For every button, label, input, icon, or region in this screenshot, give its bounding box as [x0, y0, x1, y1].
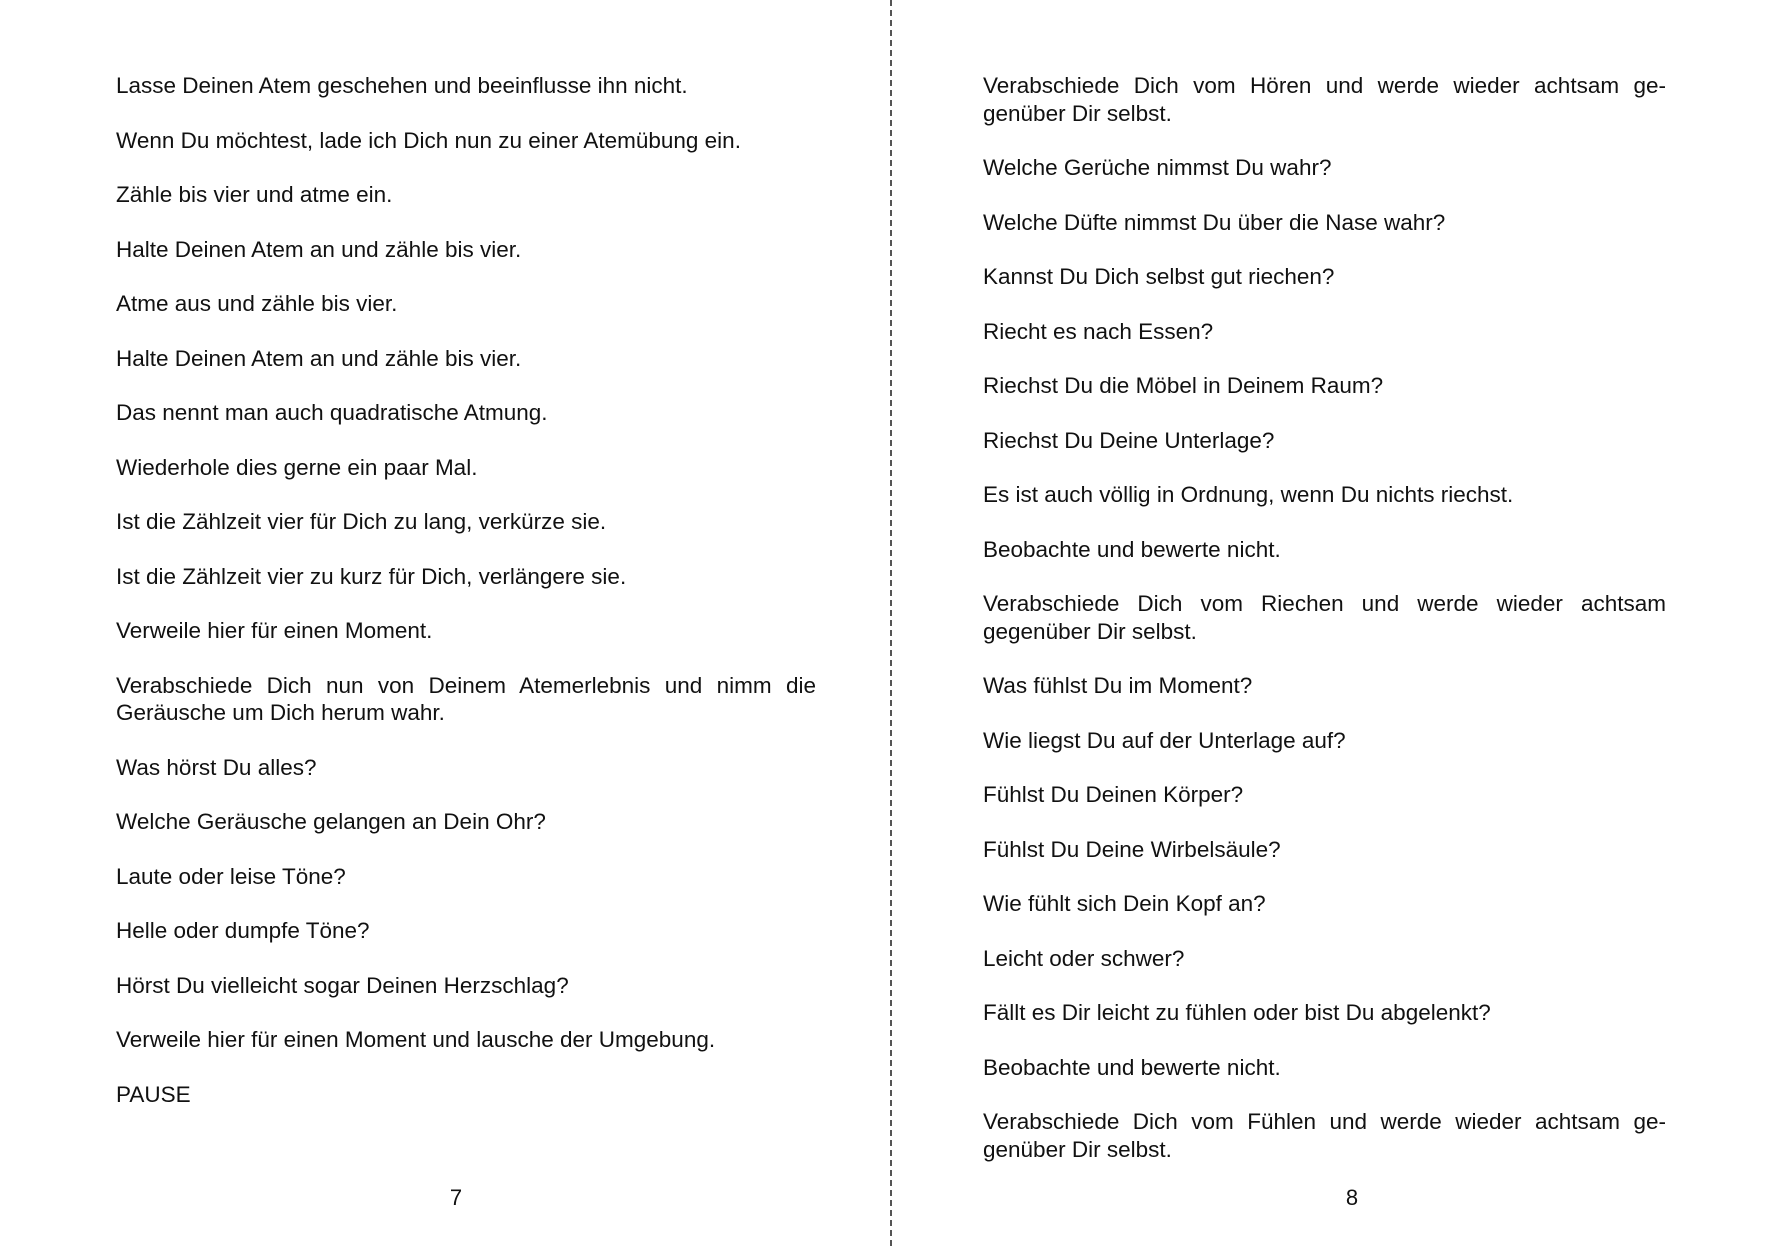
right-paragraph: Riechst Du die Möbel in Deinem Raum? — [983, 373, 1384, 398]
left-paragraph: Ist die Zählzeit vier zu kurz für Dich, verlängere sie. — [116, 563, 627, 589]
left-paragraph: Welche Geräusche gelangen an Dein Ohr? — [116, 809, 546, 834]
right-paragraph: Kannst Du Dich selbst gut riechen? — [983, 264, 1335, 289]
left-paragraph: Wiederhole dies gerne ein paar Mal. — [116, 454, 478, 480]
right-paragraph: Riecht es nach Essen? — [983, 318, 1214, 344]
right-paragraph: Fühlst Du Deinen Körper? — [983, 782, 1244, 807]
left-paragraph: Helle oder dumpfe Töne? — [116, 918, 370, 943]
left-paragraph: Verweile hier für einen Moment und lausche der Umgebung. — [116, 1027, 716, 1052]
left-paragraph: Hörst Du vielleicht sogar Deinen Herzschlag? — [116, 972, 569, 998]
right-paragraph: Leicht oder schwer? — [983, 945, 1185, 971]
right-paragraph: Beobachte und bewerte nicht. — [983, 1054, 1281, 1080]
left-paragraph: Verabschiede Dich nun von Deinem Atemerlebnis und nimm die Geräusche um Dich herum wahr. — [116, 672, 816, 725]
left-paragraph: Verweile hier für einen Moment. — [116, 618, 433, 643]
right-paragraph: Verabschiede Dich vom Riechen und werde wieder achtsam gegenüber Dir selbst. — [983, 591, 1666, 644]
left-paragraph: Atme aus und zähle bis vier. — [116, 291, 398, 316]
right-page-text — [983, 72, 1666, 1163]
left-paragraph: Wenn Du möchtest, lade ich Dich nun zu einer Atemübung ein. — [116, 127, 741, 153]
left-paragraph: Laute oder leise Töne? — [116, 863, 346, 889]
left-paragraph: Das nennt man auch quadratische Atmung. — [116, 400, 548, 425]
right-paragraph: Beobachte und bewerte nicht. — [983, 536, 1281, 562]
left-paragraph: Was hörst Du alles? — [116, 754, 317, 780]
left-page-text — [116, 72, 816, 1108]
right-paragraph: Welche Gerüche nimmst Du wahr? — [983, 155, 1332, 180]
left-paragraph: Halte Deinen Atem an und zähle bis vier. — [116, 236, 522, 262]
right-paragraph: Es ist auch völlig in Ordnung, wenn Du nichts riechst. — [983, 482, 1514, 507]
right-paragraph: Wie liegst Du auf der Unterlage auf? — [983, 727, 1346, 753]
page-number: 8 — [1345, 1185, 1359, 1210]
left-paragraph: PAUSE — [116, 1081, 191, 1107]
right-paragraph: Welche Düfte nimmst Du über die Nase wahr? — [983, 209, 1446, 235]
right-paragraph: Was fühlst Du im Moment? — [983, 673, 1253, 698]
left-paragraph: Ist die Zählzeit vier für Dich zu lang, verkürze sie. — [116, 509, 607, 534]
right-page — [891, 0, 1782, 1246]
right-paragraph: Wie fühlt sich Dein Kopf an? — [983, 891, 1266, 916]
right-paragraph: Riechst Du Deine Unterlage? — [983, 427, 1275, 453]
right-paragraph: Fühlst Du Deine Wirbelsäule? — [983, 836, 1281, 862]
left-paragraph: Halte Deinen Atem an und zähle bis vier. — [116, 345, 522, 371]
left-paragraph: Lasse Deinen Atem geschehen und beeinflusse ihn nicht. — [116, 73, 688, 98]
right-paragraph: Verabschiede Dich vom Fühlen und werde wieder achtsam gegenüber Dir selbst. — [983, 1109, 1666, 1162]
right-paragraph: Verabschiede Dich vom Hören und werde wieder achtsam gegenüber Dir selbst. — [983, 73, 1666, 126]
right-paragraph: Fällt es Dir leicht zu fühlen oder bist Du abgelenkt? — [983, 1000, 1491, 1025]
left-paragraph: Zähle bis vier und atme ein. — [116, 182, 393, 207]
page-number: 7 — [449, 1185, 463, 1210]
